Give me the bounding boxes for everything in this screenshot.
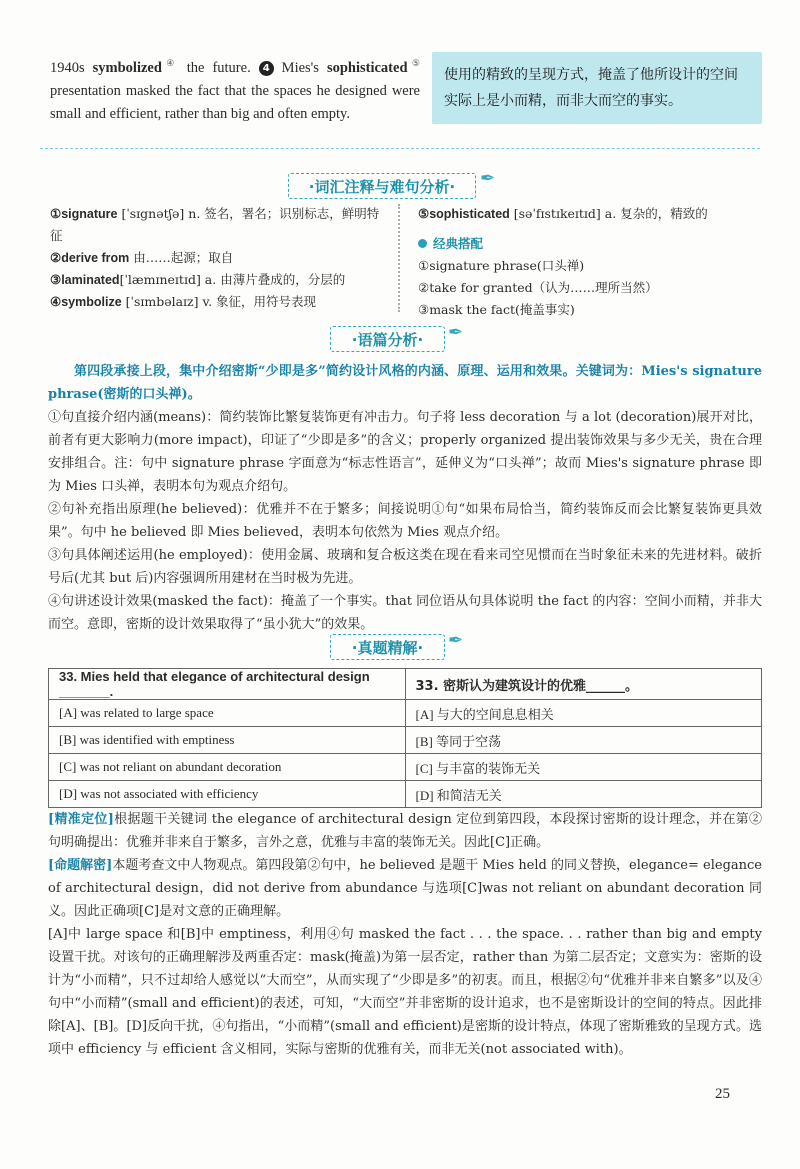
vocab-item: ①signature [ˈsɪgnətʃə] n. 签名，署名；识别标志，鲜明特征 xyxy=(50,206,380,243)
keyword-sophisticated: sophisticated xyxy=(326,59,408,76)
analysis-intro: 第四段承接上段，集中介绍密斯“少即是多”简约设计风格的内涵、原理、运用和效果。关键词为：Mies's signature phrase(密斯的口头禅)。 xyxy=(48,364,762,402)
section-title-analysis: ·语篇分析· xyxy=(330,326,445,352)
table-row xyxy=(49,669,762,700)
table-row xyxy=(49,700,762,727)
translation-box xyxy=(432,52,762,124)
vocab-item: ④symbolize [ˈsɪmbəlaɪz] v. 象征，用符号表现 xyxy=(50,294,317,309)
option-en: [B] was identified with emptiness xyxy=(49,727,406,754)
option-en: [A] was related to large space xyxy=(49,700,406,727)
column-divider xyxy=(398,204,404,312)
analysis-body xyxy=(48,360,762,636)
passage-excerpt: 1940s symbolized④ the future. 4 Mies's sophisticated⑤ presentation masked the fact that the spaces he designed were small and efficient, rather than big and often empty. xyxy=(50,58,420,122)
analysis-paragraph: ④句讲述设计效果(masked the fact)：掩盖了一个事实。that 同位语从句具体说明 the fact 的内容：空间小而精，并非大而空。意即，密斯的设计效果取得了“虽小犹大”的效果。 xyxy=(48,594,762,632)
quill-icon: ✒ xyxy=(480,168,496,189)
vocab-right-list xyxy=(418,203,768,321)
collocation-item: ②take for granted（认为……理所当然） xyxy=(418,280,658,295)
explanation-paragraph: [命题解密]本题考查文中人物观点。第四段第②句中，he believed 是题干 Mies held 的同义替换，elegance= elegance of architectural design，did not derive from abundance 与选项[C]was not reliant on abundant decoration 同义。因此正确项[C]是对文意的正确理解。 xyxy=(48,858,762,919)
question-en: 33. Mies held that elegance of architectural design _______. xyxy=(49,669,406,700)
option-zh: [A] 与大的空间息息相关 xyxy=(405,700,762,727)
sentence-number-badge: 4 xyxy=(259,61,274,76)
explanation-paragraph: [A]中 large space 和[B]中 emptiness，利用④句 masked the fact . . . the space. . . rather than big and empty 设置干扰。对该句的正确理解涉及两重否定：mask(掩盖)为第一层否定，rather than 为第二层否定；文意实为：密斯的设计为“小而精”，只不过却给人感觉以“大而空”，从而实现了“少即是多”的初衷。而且，根据②句“优雅并非来自繁多”以及④句中“小而精”(small and efficient)的表述，可知，“大而空”并非密斯的设计追求，也不是密斯设计的空间的特点。因此排除[A]、[B]。[D]反向干扰，④句指出，“小而精”(small and efficient)是密斯的设计特点，体现了密斯雅致的呈现方式。选项中 efficiency 与 efficient 含义相同，实际与密斯的优雅有关，而非无关(not associated with)。 xyxy=(48,927,762,1057)
divider xyxy=(40,148,760,149)
explanation-paragraph: [精准定位]根据题干关键词 the elegance of architectural design 定位到第四段，本段探讨密斯的设计理念，并在第②句明确提出：优雅并非来自于繁多，言外之意，优雅与丰富的装饰无关。因此[C]正确。 xyxy=(48,812,762,850)
quill-icon: ✒ xyxy=(448,322,464,343)
vocab-item: ⑤sophisticated [səˈfɪstɪkeɪtɪd] a. 复杂的，精致的 xyxy=(418,206,708,221)
explanation-body xyxy=(48,808,762,1061)
section-title-exam: ·真题精解· xyxy=(330,634,445,660)
option-en: [C] was not reliant on abundant decoration xyxy=(49,754,406,781)
analysis-paragraph: ①句直接介绍内涵(means)：简约装饰比繁复装饰更有冲击力。句子将 less decoration 与 a lot (decoration)展开对比，前者有更大影响力(more impact)，印证了“少即是多”的含义；properly organized 提出装饰效果与多少无关，贵在合理安排组合。注：句中 signature phrase 字面意为“标志性语言”，延伸义为“口头禅”；故而 Mies's signature phrase 即为 Mies 口头禅，表明本句为观点介绍句。 xyxy=(48,410,762,494)
bullet-dot-icon xyxy=(418,239,427,248)
vocab-item: ③laminated[ˈlæmɪneɪtɪd] a. 由薄片叠成的，分层的 xyxy=(50,272,346,287)
table-row xyxy=(49,727,762,754)
vocab-left-list xyxy=(50,203,390,313)
table-row xyxy=(49,781,762,808)
analysis-paragraph: ②句补充指出原理(he believed)：优雅并不在于繁多；间接说明①句“如果布局恰当，简约装饰反而会比繁复装饰更具效果”。句中 he believed 即 Mies believed，表明本句依然为 Mies 观点介绍。 xyxy=(48,502,762,540)
analysis-paragraph: ③句具体阐述运用(he employed)：使用金属、玻璃和复合板这类在现在看来司空见惯而在当时象征未来的先进材料。破折号后(尤其 but 后)内容强调所用建材在当时极为先进。 xyxy=(48,548,762,586)
collocation-item: ①signature phrase(口头禅) xyxy=(418,258,585,273)
vocab-item: ②derive from 由……起源；取自 xyxy=(50,250,234,265)
option-en: [D] was not associated with efficiency xyxy=(49,781,406,808)
section-title-vocab: ·词汇注释与难句分析· xyxy=(288,173,476,199)
table-row xyxy=(49,754,762,781)
page-number: 25 xyxy=(715,1086,730,1102)
option-zh: [D] 和简洁无关 xyxy=(405,781,762,808)
collocation-item: ③mask the fact(掩盖事实) xyxy=(418,302,575,317)
option-zh: [C] 与丰富的装饰无关 xyxy=(405,754,762,781)
option-zh: [B] 等同于空荡 xyxy=(405,727,762,754)
keyword-symbolized: symbolized xyxy=(92,59,162,76)
translation-text: 使用的精致的呈现方式，掩盖了他所设计的空间实际上是小而精，而非大而空的事实。 xyxy=(444,67,738,109)
question-zh: 33. 密斯认为建筑设计的优雅______。 xyxy=(405,669,762,700)
question-table xyxy=(48,668,762,808)
collocation-heading: 经典搭配 xyxy=(418,233,768,255)
quill-icon: ✒ xyxy=(448,630,464,651)
